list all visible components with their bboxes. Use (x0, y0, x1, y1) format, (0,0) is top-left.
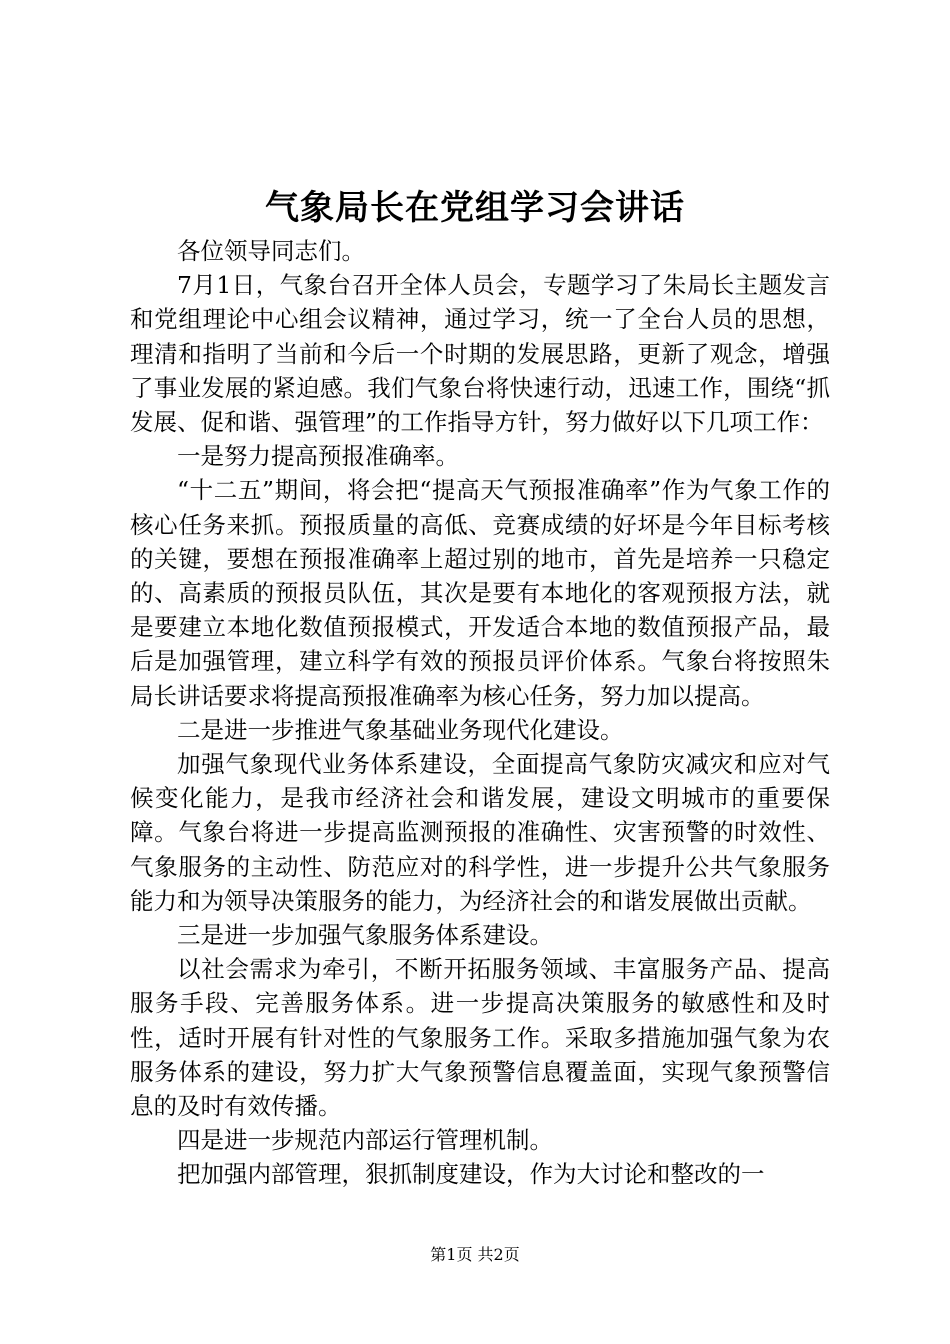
paragraph-heading-2: 二是进一步推进气象基础业务现代化建设。 (177, 715, 624, 744)
paragraph-salutation: 各位领导同志们。 (177, 237, 365, 265)
paragraph-body-4: 把加强内部管理，狠抓制度建设，作为大讨论和整改的一 (177, 1160, 765, 1189)
paragraph-body-3: 以社会需求为牵引，不断开拓服务领域、丰富服务产品、提高服务手段、完善服务体系。进一步提高决策服务的敏感性和及时性，适时开展有针对性的气象服务工作。采取多措施加强气象为农服务体系的建设，努力扩大气象预警信息覆盖面，实现气象预警信息的及时有效传播。 (130, 955, 830, 1121)
paragraph-body-1: “十二五”期间，将会把“提高天气预报准确率”作为气象工作的核心任务来抓。预报质量的高低、竞赛成绩的好坏是今年目标考核的关键，要想在预报准确率上超过别的地市，首先是培养一只稳定的、高素质的预报员队伍，其次是要有本地化的客观预报方法，就是要建立本地化数值预报模式，开发适合本地的数值预报产品，最后是加强管理，建立科学有效的预报员评价体系。气象台将按照朱局长讲话要求将提高预报准确率为核心任务，努力加以提高。 (130, 476, 830, 710)
paragraph-heading-1: 一是努力提高预报准确率。 (177, 442, 459, 471)
paragraph-heading-4: 四是进一步规范内部运行管理机制。 (177, 1126, 553, 1155)
paragraph-body-2: 加强气象现代业务体系建设，全面提高气象防灾减灾和应对气候变化能力，是我市经济社会和谐发展，建设文明城市的重要保障。气象台将进一步提高监测预报的准确性、灾害预警的时效性、气象服务的主动性、防范应对的科学性，进一步提升公共气象服务能力和为领导决策服务的能力，为经济社会的和谐发展做出贡献。 (130, 750, 830, 915)
paragraph-intro: 7月1日，气象台召开全体人员会，专题学习了朱局长主题发言和党组理论中心组会议精神，通过学习，统一了全台人员的思想，理清和指明了当前和今后一个时期的发展思路，更新了观念，增强了事业发展的紧迫感。我们气象台将快速行动，迅速工作，围绕“抓发展、促和谐、强管理”的工作指导方针，努力做好以下几项工作： (130, 271, 830, 437)
document-body (130, 234, 830, 1192)
document-title: 气象局长在党组学习会讲话 (265, 188, 685, 228)
paragraph-heading-3: 三是进一步加强气象服务体系建设。 (177, 921, 553, 950)
page-footer: 第1页 共2页 (430, 1245, 520, 1264)
